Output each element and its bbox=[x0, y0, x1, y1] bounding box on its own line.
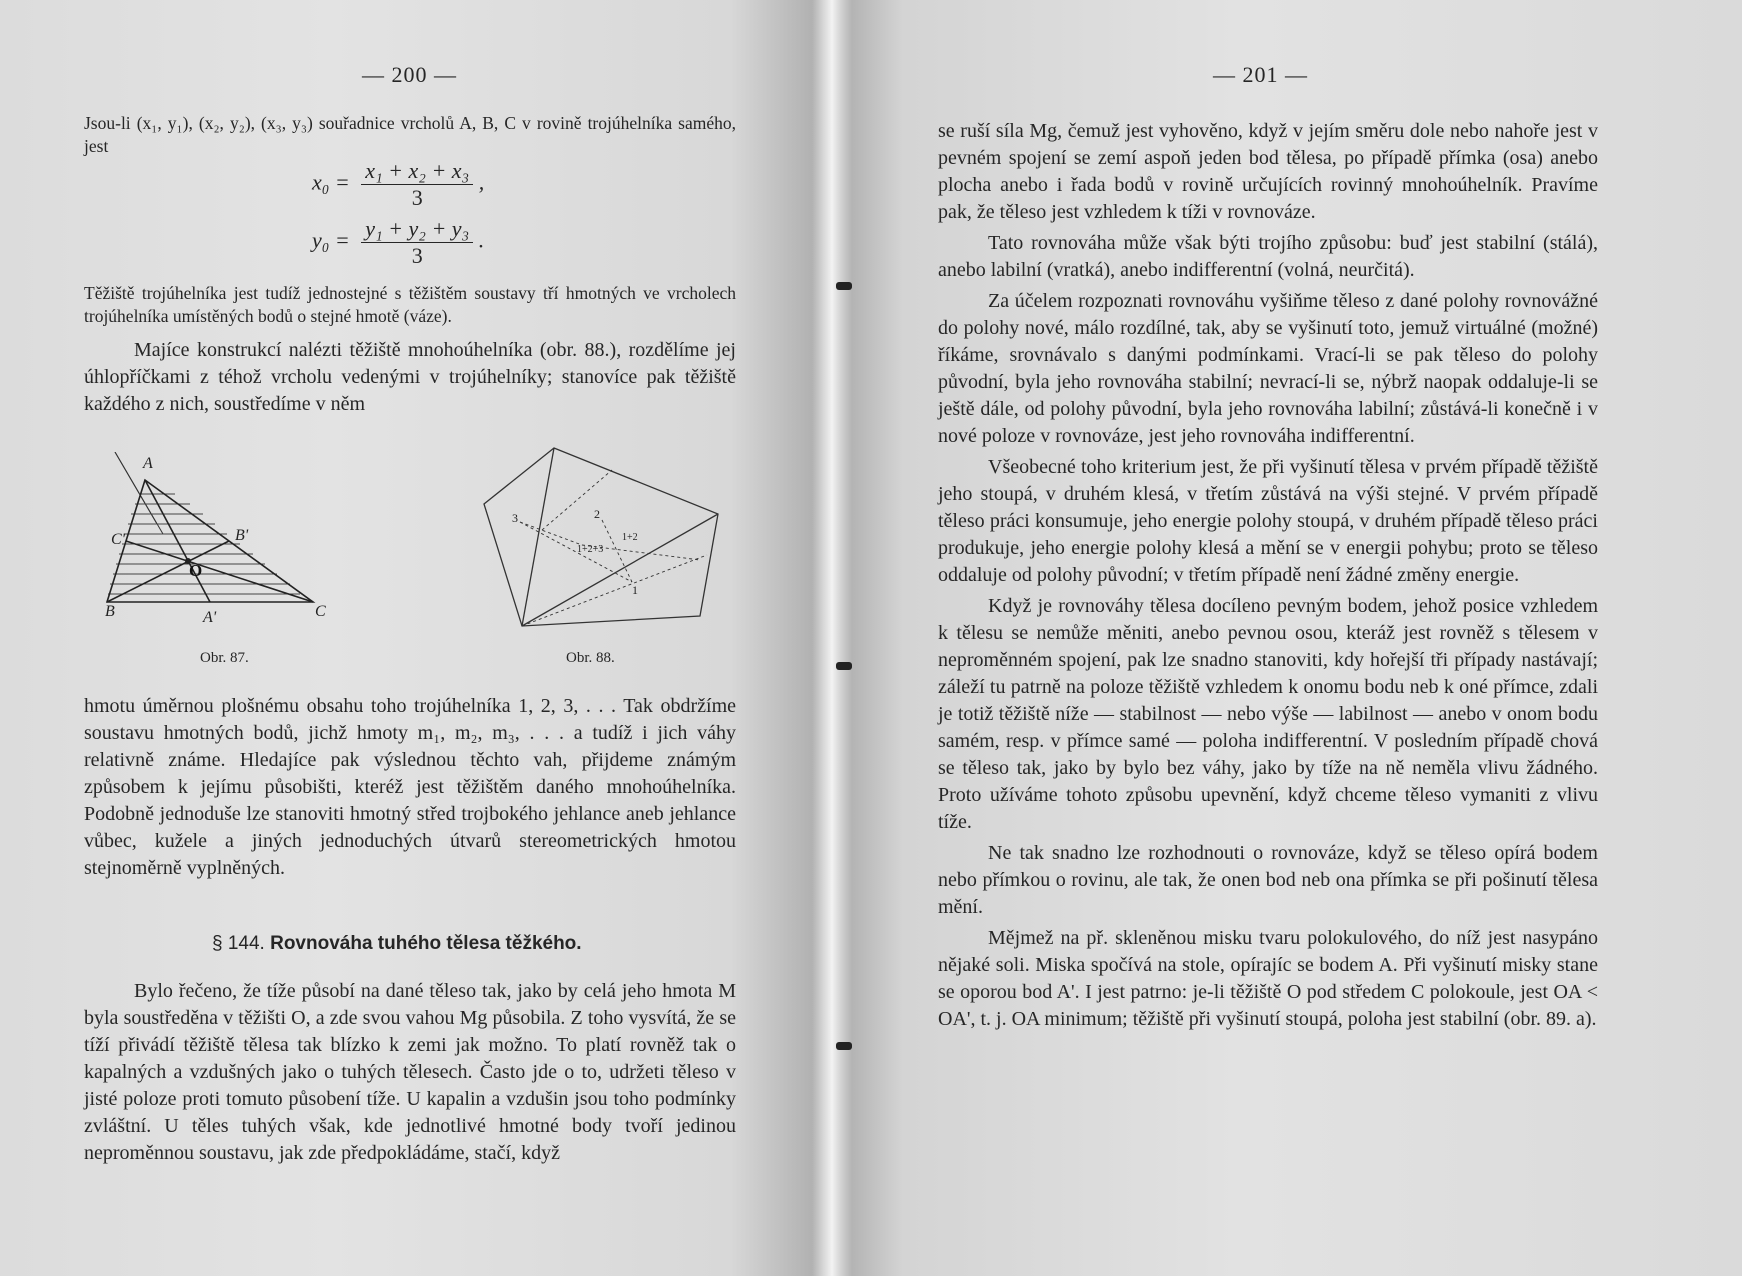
label-2: 2 bbox=[594, 507, 600, 521]
paragraph: Když je rovnováhy tělesa docíleno pevným bodem, jehož posice vzhledem k tělesu se nemůže měniti, anebo pevnou osou, kteráž jest rovněž s tělesem v neproměnném spojení, pak lze snadno stanoviti, kdy hořejší tři případy nastávají; záleží tu patrně na poloze těžiště vzhledem k onomu bodu neb k oné přímce, zdali je totiž těžiště níže — stabilnost — nebo výše — labilnost — anebo v onom bodu samém, resp. v přímce samé — poloha indifferentní. V posledním případě chová se těleso tak, jako by bylo bez váhy, jako by tíže na ně neměla vlivu žádného. Proto užíváme tohoto způsobu upevnění, když chceme těleso vymaniti z vlivu tíže. bbox=[938, 595, 1598, 833]
fraction-numerator: y₁ + y₂ + y₃ bbox=[361, 216, 473, 243]
paragraph: Za účelem rozpoznati rovnováhu vyšiňme těleso z dané polohy rovnovážné do polohy nové, málo rozdílné, tak, aby se vyšinutí toto, jemuž virtuálné (možné) říkáme, srovnávalo s danými podmínkami. Vrací-li se pak těleso do polohy původní, byla jeho rovnováha stabilní; nevrací-li se, nýbrž naopak oddaluje-li se ještě dále, od polohy původní, byla jeho rovnováha labilní; zůstává-li konečně i v nové poloze v rovnováze, jest jeho rovnováha indifferentní. bbox=[938, 290, 1598, 447]
figure-88-caption: Obr. 88. bbox=[566, 650, 615, 666]
section-number: § 144. bbox=[212, 933, 265, 954]
right-text-column bbox=[938, 118, 1598, 1033]
label-3: 3 bbox=[512, 511, 518, 525]
paragraph-mass: hmotu úměrnou plošnému obsahu toho trojúhelníka 1, 2, 3, . . . Tak obdržíme soustavu hmotných bodů, jichž hmoty m₁, m₂, m₃, . . . a tudíž i jich váhy relativně známe. Hledajíce pak výslednou těchto vah, přijdeme známým způsobem k jejímu působišti, kteréž jest těžištěm daného mnohoúhelníka. Podobně jednoduše lze stanoviti hmotný střed trojbokého jehlance aneb jehlance vůbec, kužele a jiných jednoduchých útvarů stereometrických hmotou stejnoměrně vyplněných. bbox=[84, 695, 736, 879]
label-1-2-3: 1+2+3 bbox=[577, 544, 604, 555]
formula-lhs: x₀ = bbox=[312, 169, 350, 195]
fraction-numerator: x₁ + x₂ + x₃ bbox=[361, 158, 473, 185]
centroid-text: Těžiště trojúhelníka jest tudíž jednostejné s těžištěm soustavy tří hmotných ve vrcholech trojúhelníka umístěných bodů o stejné hmotě (váze). bbox=[84, 283, 736, 326]
label-c: C bbox=[315, 603, 326, 620]
fraction-denominator: 3 bbox=[411, 185, 423, 210]
paragraph-construction: Majíce konstrukcí nalézti těžiště mnohoúhelníka (obr. 88.), rozdělíme jej úhlopříčkami z téhož vrcholu vedenými v trojúhelníky; stanovíce pak těžiště každého z nich, soustředíme v něm bbox=[84, 339, 736, 415]
median-bb1 bbox=[107, 541, 229, 602]
label-b-prime: B' bbox=[235, 527, 249, 544]
binding-stitch bbox=[836, 282, 852, 290]
figure-88 bbox=[482, 440, 722, 630]
fraction bbox=[361, 216, 473, 269]
page-number: — 200 — bbox=[362, 62, 457, 87]
binding-stitch bbox=[836, 662, 852, 670]
label-o: O bbox=[189, 561, 203, 580]
formula-x0 bbox=[312, 158, 484, 211]
polygon bbox=[484, 448, 718, 626]
formula-lhs: y₀ = bbox=[312, 227, 350, 253]
diagonal bbox=[522, 514, 718, 626]
binding-stitch bbox=[836, 1042, 852, 1050]
paragraph: Tato rovnováha může však býti trojího způsobu: buď jest stabilní (stálá), anebo labilní (vratká), anebo indifferentní (volná, neurčitá). bbox=[938, 232, 1598, 281]
paragraph: Všeobecné toho kriterium jest, že při vyšinutí tělesa v prvém případě těžiště jeho stoupá, v druhém klesá, v třetím zůstává na výši stejné. V prvém případě těleso práci konsumuje, jeho energie polohy stoupá, v druhém případě těleso práci produkuje, jeho energie polohy klesá a mění se v energii pohybu; proto se těleso oddaluje od polohy původní; v třetím případě není žádné změny energie. bbox=[938, 456, 1598, 586]
section-heading bbox=[212, 933, 582, 955]
intro-text: Jsou-li (x₁, y₁), (x₂, y₂), (x₃, y₃) souřadnice vrcholů A, B, C v rovině trojúhelníka samého, jest bbox=[84, 113, 736, 156]
label-1: 1 bbox=[632, 583, 638, 597]
page-number: — 201 — bbox=[1213, 62, 1308, 87]
label-a: A bbox=[143, 455, 153, 472]
formula-tail: , bbox=[478, 169, 485, 195]
label-a-prime: A' bbox=[203, 609, 217, 626]
label-b: B bbox=[105, 603, 115, 620]
paragraph: Ne tak snadno lze rozhodnouti o rovnováze, když se těleso opírá bodem nebo přímkou o rovinu, ale tak, že onen bod neb ona přímka se při pošinutí tělesa mění. bbox=[938, 842, 1598, 918]
diagonal bbox=[522, 448, 554, 626]
formula-tail: . bbox=[478, 227, 485, 253]
median-cc1 bbox=[126, 541, 313, 602]
label-1-2: 1+2 bbox=[622, 532, 638, 543]
figure-87 bbox=[105, 452, 335, 642]
label-c-prime: C' bbox=[111, 531, 126, 548]
fraction-denominator: 3 bbox=[411, 243, 423, 268]
left-page bbox=[0, 0, 830, 1276]
book-gutter bbox=[812, 0, 852, 1276]
fraction bbox=[361, 158, 473, 211]
paragraph-section: Bylo řečeno, že tíže působí na dané těleso tak, jako by celá jeho hmota M byla soustředěna v těžišti O, a zde svou vahou Mg působila. Z toho vysvítá, že se tíží přivádí těžiště tělesa tak blízko k zemi jak možno. To platí rovněž tak o kapalných a vzdušných jako o tuhých tělesech. Často jde o to, udržeti těleso v jisté poloze proti tomuto působení tíže. U kapalin a vzdušin jsou toho podmínky zvláštní. U těles tuhých však, kde jednotlivé hmotné body tvoří jedinou neproměnnou soustavu, jak zde předpokládáme, stačí, když bbox=[84, 980, 736, 1164]
section-title: Rovnováha tuhého tělesa těžkého. bbox=[270, 933, 582, 954]
right-page bbox=[830, 0, 1742, 1276]
paragraph: se ruší síla Mg, čemuž jest vyhověno, když v jejím směru dole nebo nahoře jest v pevném spojení se zemí aspoň jeden bod tělesa, po případě přímka (osa) anebo plocha anebo i řada bodů v rovině určujících rovinný mnohoúhelník. Pravíme pak, že těleso jest vzhledem k tíži v rovnováze. bbox=[938, 120, 1598, 223]
paragraph: Mějmež na př. skleněnou misku tvaru polokulového, do níž jest nasypáno nějaké soli. Miska spočívá na stole, opírajíc se bodem A. Při vyšinutí misky stane se oporou bod A'. I jest patrno: je-li těžiště O pod středem C polokoule, jest OA < OA', t. j. OA minimum; těžiště při vyšinutí stoupá, poloha jest stabilní (obr. 89. a). bbox=[938, 927, 1598, 1030]
figure-87-caption: Obr. 87. bbox=[200, 650, 249, 666]
formula-y0 bbox=[312, 216, 484, 269]
